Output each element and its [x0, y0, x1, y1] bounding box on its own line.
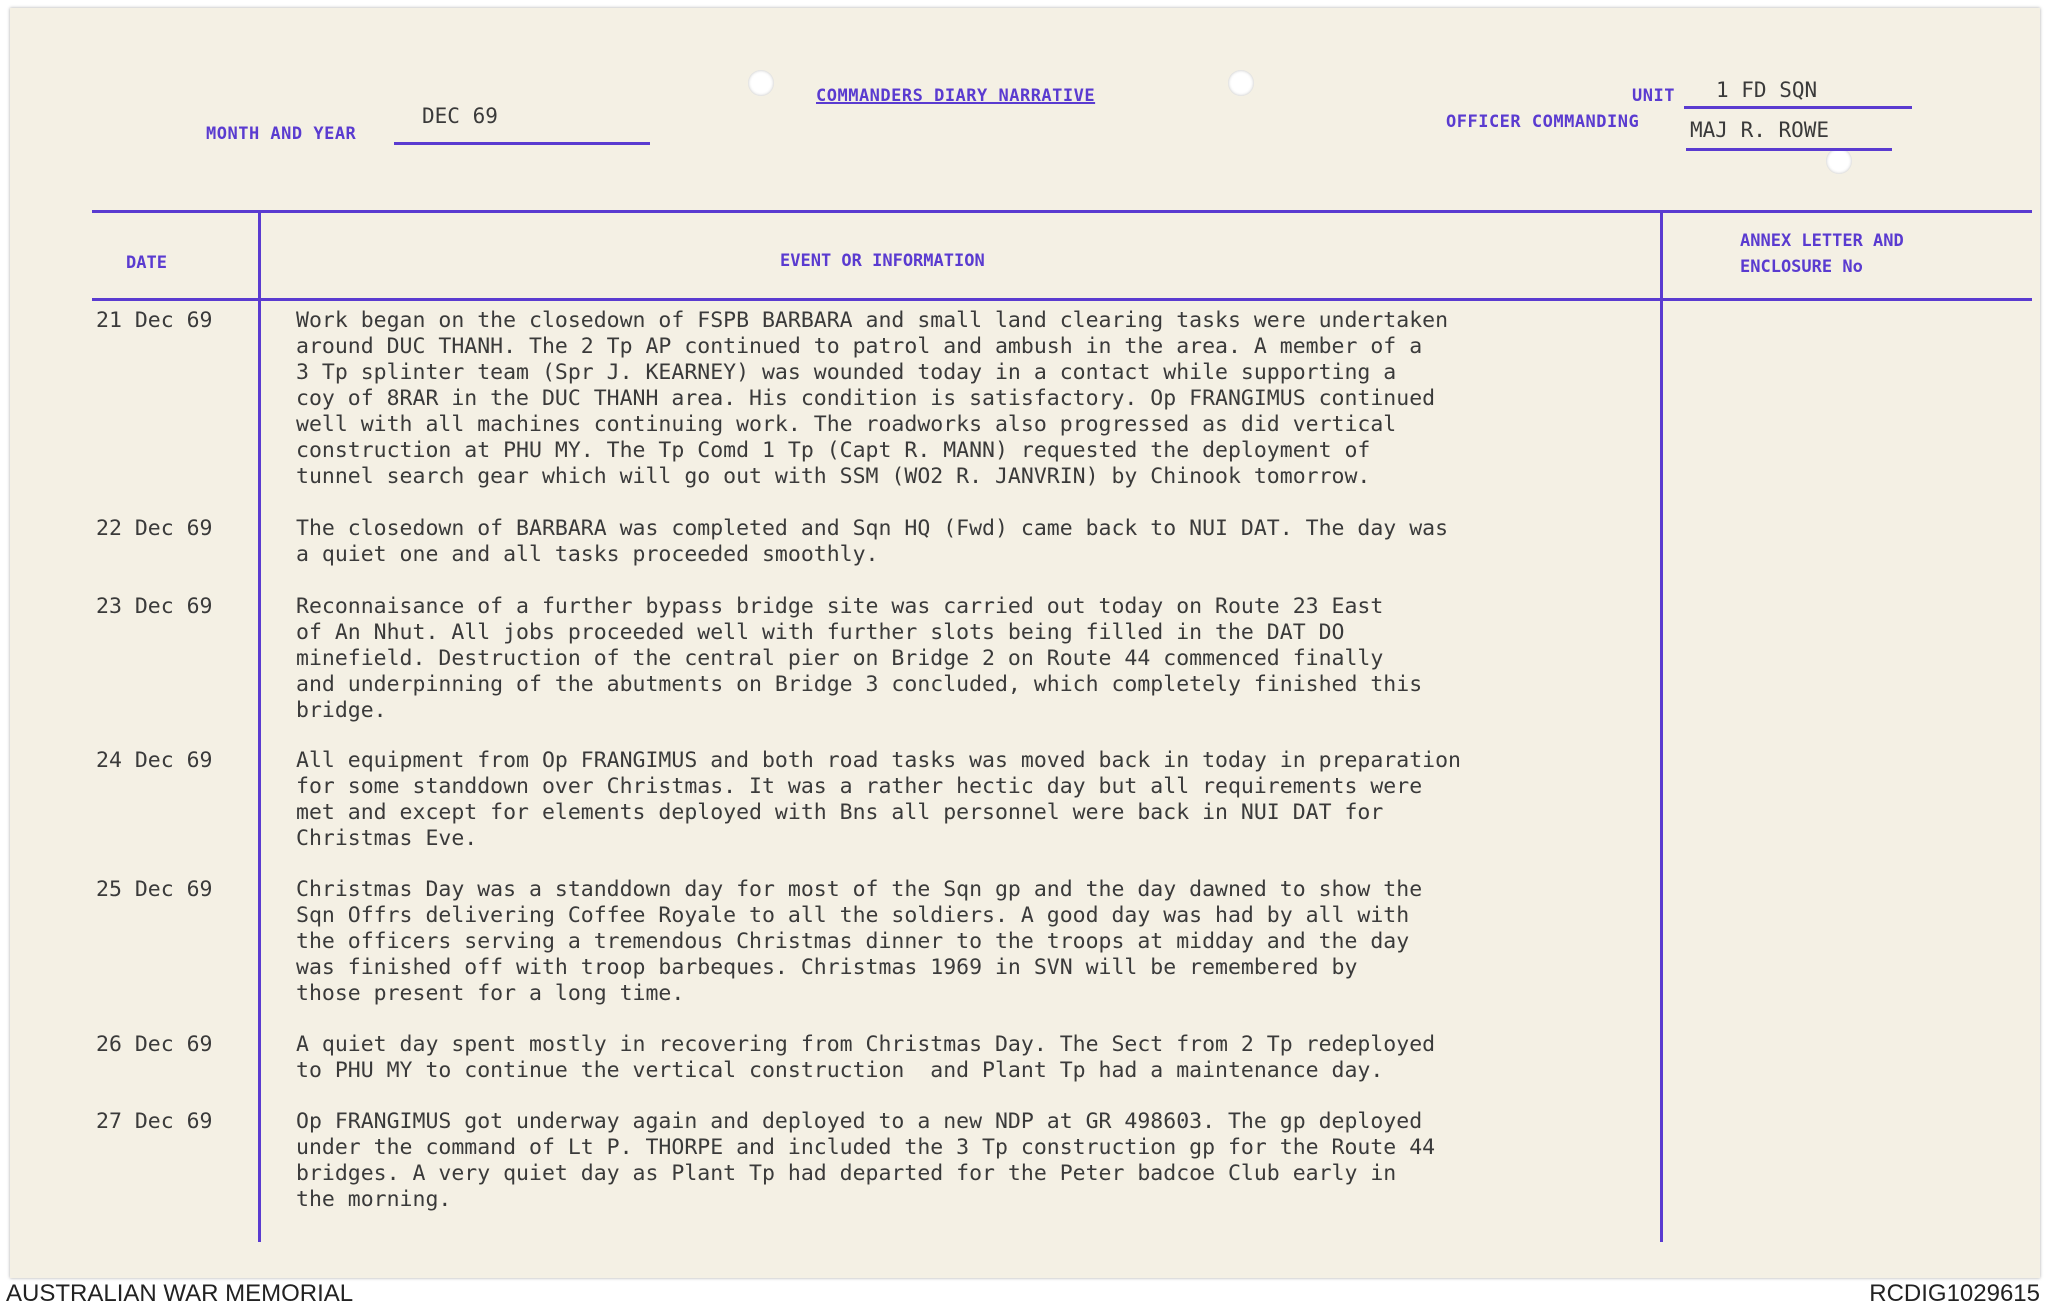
column-header-annex-line1: ANNEX LETTER AND [1740, 231, 1904, 251]
entry-date: 22 Dec 69 [96, 516, 213, 541]
unit-underline [1684, 106, 1912, 109]
unit-label: UNIT [1632, 86, 1675, 106]
column-header-annex-line2: ENCLOSURE No [1740, 257, 1863, 277]
unit-value: 1 FD SQN [1716, 78, 1818, 102]
entry-date: 21 Dec 69 [96, 308, 213, 333]
entry-text: Work began on the closedown of FSPB BARBARA and small land clearing tasks were undertaken around DUC THANH. The 2 Tp AP continued to patrol and ambush in the area. A member of a 3 Tp splinter team (Spr J. KEARNEY) was wounded today in a contact while supporting a coy of 8RAR in the DUC THANH area. His condition is satisfactory. Op FRANGIMUS continued well with all machines continuing work. The roadworks also progressed as did vertical construction at PHU MY. The Tp Comd 1 Tp (Capt R. MANN) requested the deployment of tunnel search gear which will go out with SSM (WO2 R. JANVRIN) by Chinook tomorrow. [296, 308, 1449, 489]
date-column-divider [258, 210, 261, 1242]
table-header-rule [92, 298, 2032, 301]
entry-text: Christmas Day was a standdown day for most of the Sqn gp and the day dawned to show the Sqn Offrs delivering Coffee Royale to all the soldiers. A good day was had by all with the officers serving a tremendous Christmas dinner to the troops at midday and the day was finished off with troop barbeques. Christmas 1969 in SVN will be remembered by those present for a long time. [296, 877, 1423, 1006]
column-header-event: EVENT OR INFORMATION [780, 251, 985, 271]
month-year-label: MONTH AND YEAR [206, 124, 357, 144]
entry-text: Op FRANGIMUS got underway again and deployed to a new NDP at GR 498603. The gp deployed under the command of Lt P. THORPE and included the 3 Tp construction gp for the Route 44 bridges. A very quiet day as Plant Tp had departed for the Peter badcoe Club early in the morning. [296, 1109, 1436, 1212]
entry-text: Reconnaisance of a further bypass bridge site was carried out today on Route 23 East of An Nhut. All jobs proceeded well with further slots being filled in the DAT DO minefield. Destruction of the central pier on Bridge 2 on Route 44 commenced finally and underpinning of the abutments on Bridge 3 concluded, which completely finished this bridge. [296, 594, 1423, 723]
entry-text: A quiet day spent mostly in recovering from Christmas Day. The Sect from 2 Tp redeployed to PHU MY to continue the vertical construction and Plant Tp had a maintenance day. [296, 1032, 1436, 1083]
document-title: COMMANDERS DIARY NARRATIVE [816, 86, 1096, 106]
entry-text: The closedown of BARBARA was completed and Sqn HQ (Fwd) came back to NUI DAT. The day was a quiet one and all tasks proceeded smoothly. [296, 516, 1449, 567]
month-year-underline [394, 142, 650, 145]
document-page [10, 8, 2040, 1278]
archive-credit: AUSTRALIAN WAR MEMORIAL [6, 1280, 354, 1307]
column-header-date: DATE [126, 253, 167, 273]
archive-reference: RCDIG1029615 [1869, 1280, 2040, 1307]
table-top-rule [92, 210, 2032, 213]
month-year-value: DEC 69 [422, 104, 498, 128]
punch-hole-left [748, 70, 774, 96]
entry-text: All equipment from Op FRANGIMUS and both road tasks was moved back in today in preparation for some standdown over Christmas. It was a rather hectic day but all requirements were met and except for elements deployed with Bns all personnel were back in NUI DAT for Christmas Eve. [296, 748, 1461, 851]
entry-date: 27 Dec 69 [96, 1109, 213, 1134]
punch-hole-center [1228, 70, 1254, 96]
entry-date: 25 Dec 69 [96, 877, 213, 902]
entry-date: 24 Dec 69 [96, 748, 213, 773]
punch-hole-right [1826, 148, 1852, 174]
officer-commanding-value: MAJ R. ROWE [1690, 118, 1830, 142]
entry-date: 23 Dec 69 [96, 594, 213, 619]
officer-underline [1686, 148, 1892, 151]
entry-date: 26 Dec 69 [96, 1032, 213, 1057]
officer-commanding-label: OFFICER COMMANDING [1446, 112, 1640, 132]
